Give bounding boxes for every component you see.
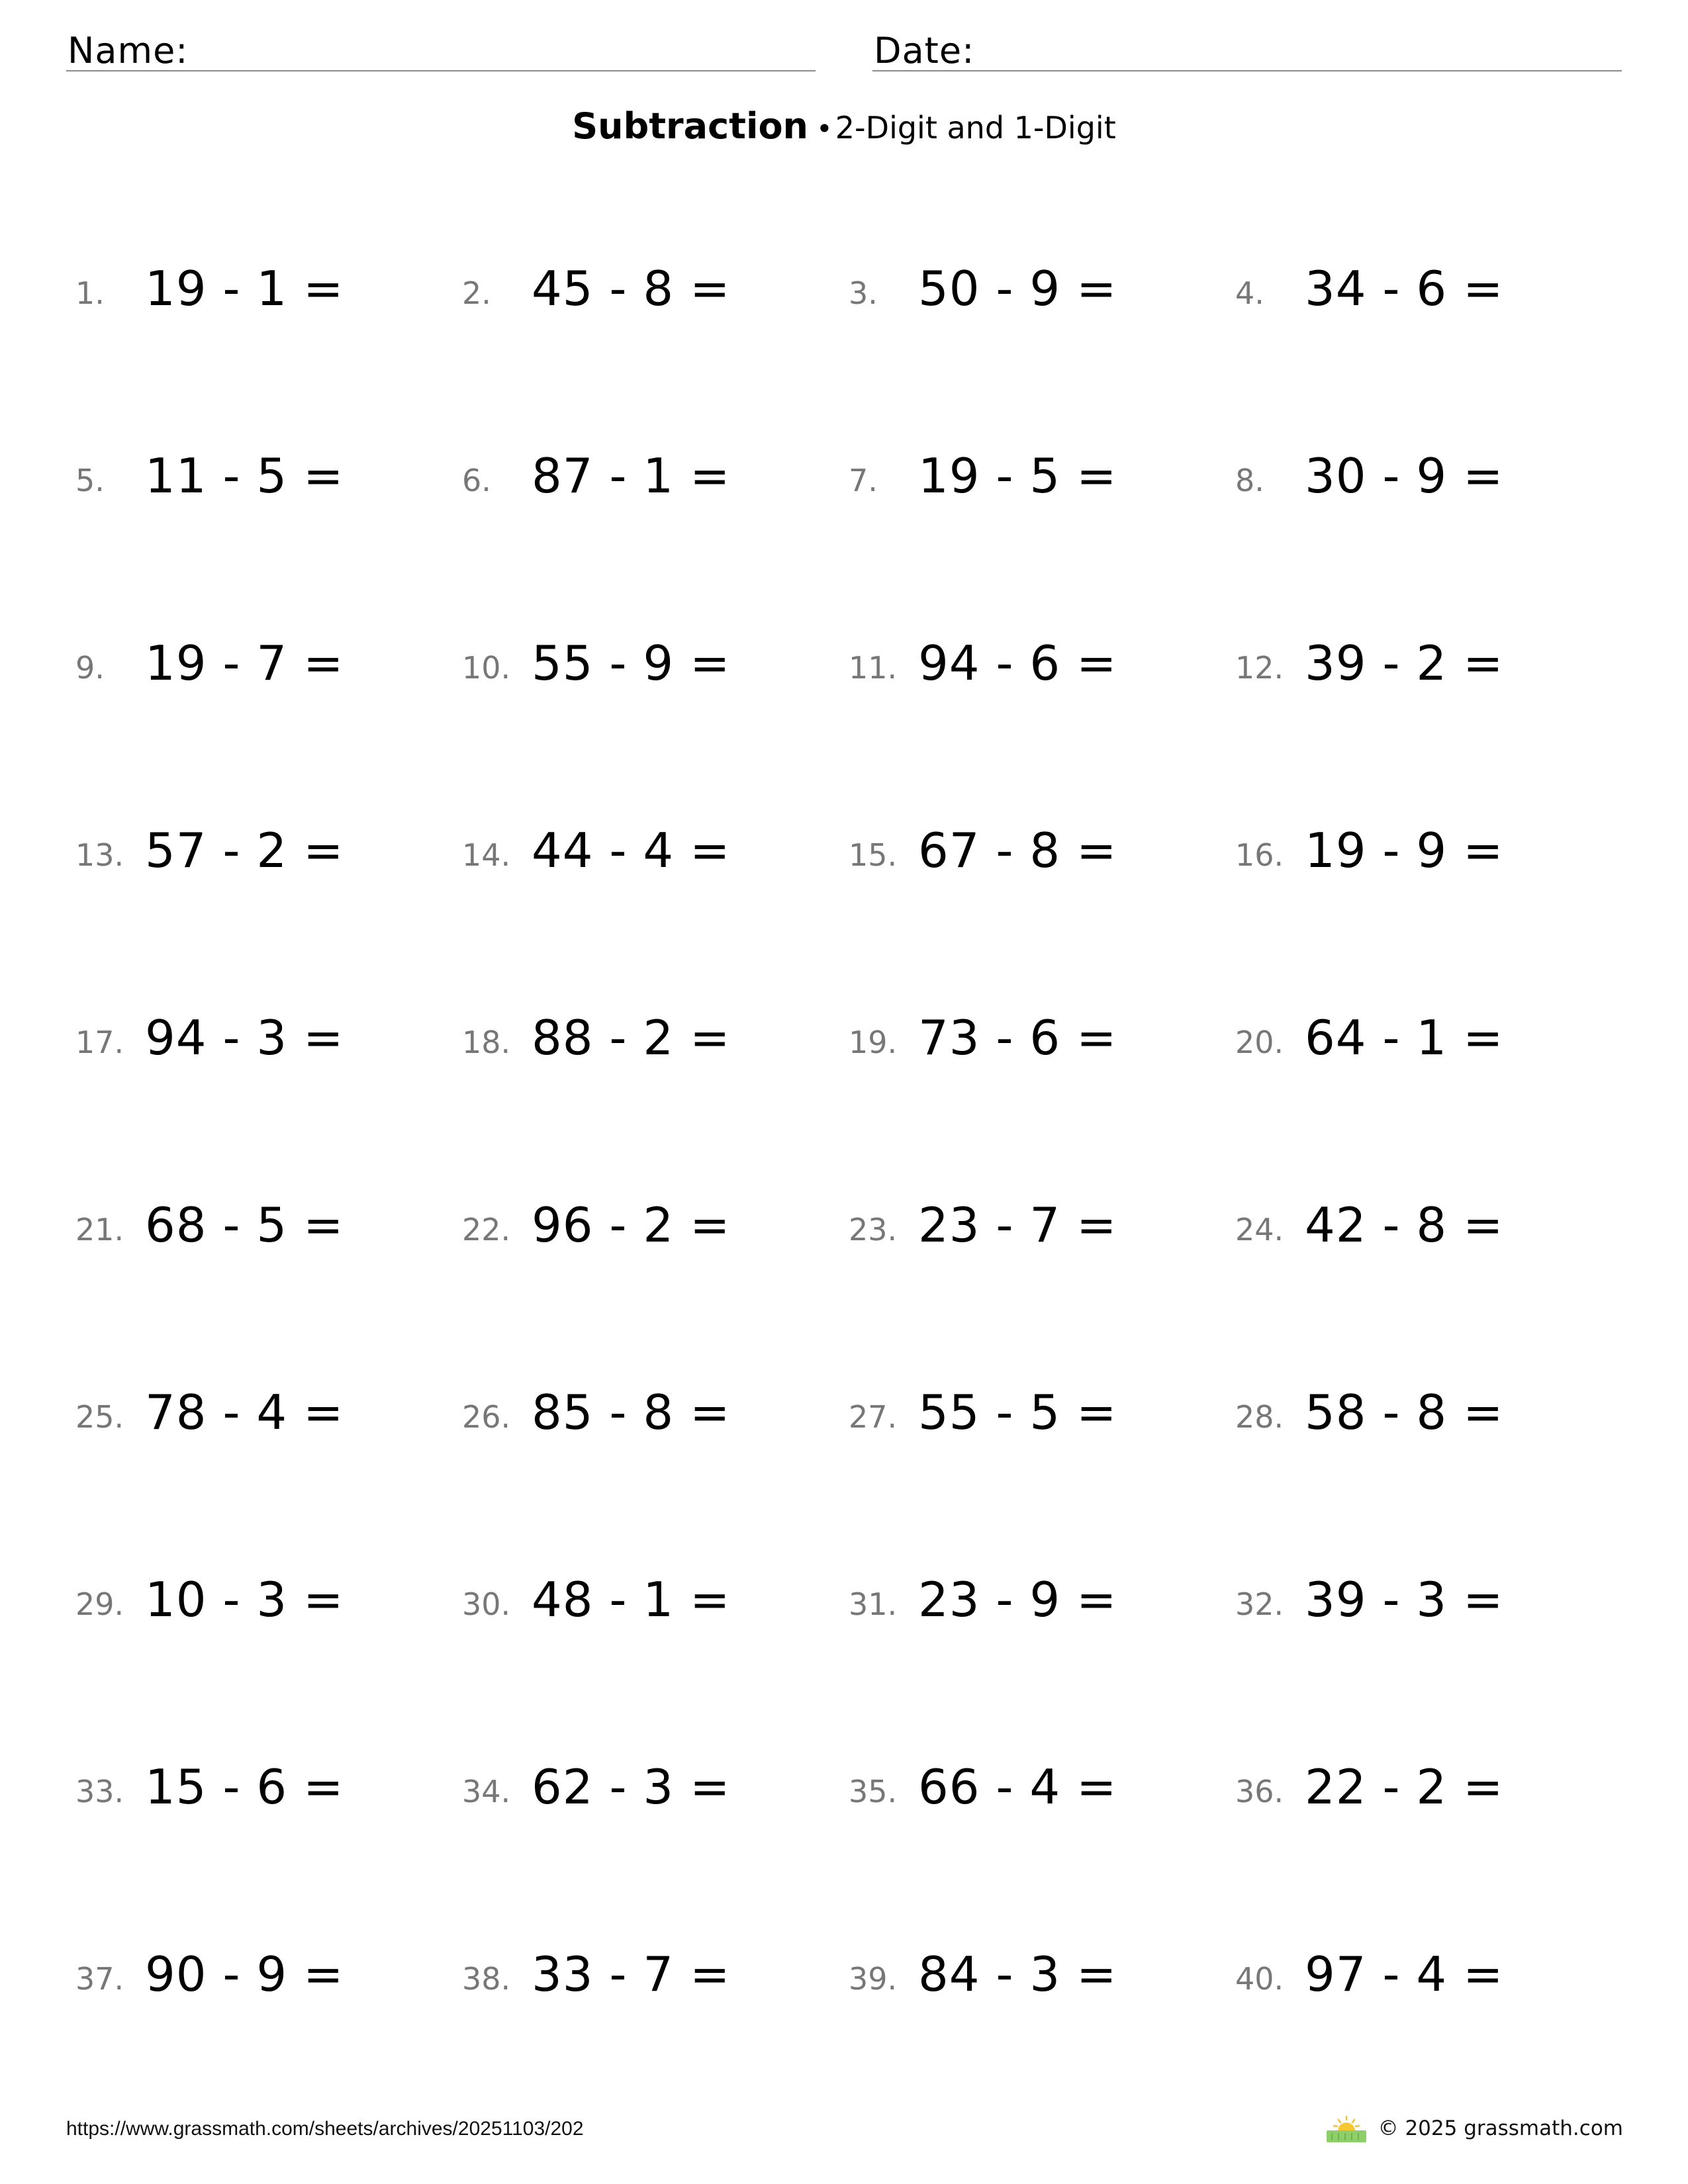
- problem-item: [75, 823, 420, 880]
- problem-expression: 55 - 9 =: [532, 635, 731, 691]
- problem-expression: 19 - 7 =: [145, 635, 344, 691]
- problem-expression: 23 - 7 =: [918, 1197, 1117, 1253]
- problem-number: 7.: [849, 463, 878, 498]
- problem-number: 16.: [1235, 837, 1284, 873]
- problem-item: [849, 448, 1193, 505]
- date-label: Date:: [874, 30, 975, 71]
- problem-expression: 73 - 6 =: [918, 1010, 1117, 1066]
- problem-expression: 67 - 8 =: [918, 823, 1117, 878]
- problem-expression: 84 - 3 =: [918, 1946, 1117, 2002]
- problem-expression: 39 - 3 =: [1305, 1572, 1504, 1627]
- problem-item: [75, 635, 420, 692]
- problem-expression: 42 - 8 =: [1305, 1197, 1504, 1253]
- problem-expression: 66 - 4 =: [918, 1759, 1117, 1815]
- problem-item: [462, 448, 806, 505]
- problem-item: [462, 261, 806, 318]
- problem-number: 9.: [75, 650, 105, 686]
- problem-item: [462, 1197, 806, 1254]
- problem-number: 27.: [849, 1399, 898, 1435]
- problem-expression: 68 - 5 =: [145, 1197, 344, 1253]
- problem-expression: 45 - 8 =: [532, 261, 731, 316]
- problem-expression: 50 - 9 =: [918, 261, 1117, 316]
- problem-item: [462, 1385, 806, 1441]
- problem-number: 29.: [75, 1586, 124, 1622]
- problem-number: 34.: [462, 1774, 511, 1809]
- problem-number: 33.: [75, 1774, 124, 1809]
- problem-number: 35.: [849, 1774, 898, 1809]
- problem-item: [849, 1946, 1193, 2003]
- problem-expression: 85 - 8 =: [532, 1385, 731, 1440]
- problem-expression: 39 - 2 =: [1305, 635, 1504, 691]
- problem-number: 37.: [75, 1961, 124, 1997]
- problem-number: 39.: [849, 1961, 898, 1997]
- problem-item: [1235, 261, 1579, 318]
- problem-item: [1235, 823, 1579, 880]
- problem-item: [75, 1572, 420, 1629]
- problem-item: [462, 635, 806, 692]
- problem-number: 24.: [1235, 1212, 1284, 1248]
- problem-expression: 88 - 2 =: [532, 1010, 731, 1066]
- problem-expression: 62 - 3 =: [532, 1759, 731, 1815]
- problem-expression: 96 - 2 =: [532, 1197, 731, 1253]
- problem-item: [849, 1010, 1193, 1067]
- problem-expression: 30 - 9 =: [1305, 448, 1504, 504]
- problem-number: 28.: [1235, 1399, 1284, 1435]
- copyright: © 2025 grassmath.com: [1378, 2116, 1623, 2140]
- problem-number: 25.: [75, 1399, 124, 1435]
- problem-expression: 10 - 3 =: [145, 1572, 344, 1627]
- problem-item: [1235, 1385, 1579, 1441]
- problem-number: 38.: [462, 1961, 511, 1997]
- problem-item: [462, 1946, 806, 2003]
- footer-url: https://www.grassmath.com/sheets/archives/20251103/202: [66, 2118, 584, 2140]
- problem-expression: 55 - 5 =: [918, 1385, 1117, 1440]
- problem-number: 17.: [75, 1024, 124, 1060]
- problem-item: [462, 1010, 806, 1067]
- problem-expression: 94 - 6 =: [918, 635, 1117, 691]
- footer-brand: [1324, 2114, 1623, 2143]
- problem-item: [1235, 1197, 1579, 1254]
- problem-number: 32.: [1235, 1586, 1284, 1622]
- problem-item: [849, 635, 1193, 692]
- problem-number: 22.: [462, 1212, 511, 1248]
- problem-expression: 22 - 2 =: [1305, 1759, 1504, 1815]
- problem-number: 4.: [1235, 275, 1264, 311]
- problem-item: [75, 1385, 420, 1441]
- sun-over-grass-icon: [1324, 2114, 1369, 2143]
- problem-expression: 33 - 7 =: [532, 1946, 731, 2002]
- problem-expression: 34 - 6 =: [1305, 261, 1504, 316]
- problem-number: 26.: [462, 1399, 511, 1435]
- problem-item: [75, 1946, 420, 2003]
- problem-number: 10.: [462, 650, 511, 686]
- problem-expression: 90 - 9 =: [145, 1946, 344, 2002]
- problem-number: 19.: [849, 1024, 898, 1060]
- problem-item: [462, 1572, 806, 1629]
- problem-item: [75, 1197, 420, 1254]
- problem-item: [849, 1572, 1193, 1629]
- problem-number: 36.: [1235, 1774, 1284, 1809]
- problem-item: [1235, 635, 1579, 692]
- problem-number: 11.: [849, 650, 898, 686]
- problem-expression: 44 - 4 =: [532, 823, 731, 878]
- title-separator: •: [816, 113, 833, 145]
- problem-expression: 97 - 4 =: [1305, 1946, 1504, 2002]
- problem-number: 14.: [462, 837, 511, 873]
- problem-expression: 87 - 1 =: [532, 448, 731, 504]
- problem-number: 8.: [1235, 463, 1264, 498]
- problem-item: [462, 823, 806, 880]
- problem-expression: 48 - 1 =: [532, 1572, 731, 1627]
- problem-expression: 58 - 8 =: [1305, 1385, 1504, 1440]
- problem-number: 21.: [75, 1212, 124, 1248]
- problem-item: [1235, 1572, 1579, 1629]
- problem-number: 40.: [1235, 1961, 1284, 1997]
- problem-item: [1235, 1946, 1579, 2003]
- problem-number: 2.: [462, 275, 491, 311]
- problem-item: [849, 1759, 1193, 1816]
- problem-expression: 94 - 3 =: [145, 1010, 344, 1066]
- problem-expression: 57 - 2 =: [145, 823, 344, 878]
- problem-number: 23.: [849, 1212, 898, 1248]
- problem-item: [75, 261, 420, 318]
- problem-expression: 19 - 9 =: [1305, 823, 1504, 878]
- problem-number: 18.: [462, 1024, 511, 1060]
- problem-item: [1235, 448, 1579, 505]
- problem-expression: 78 - 4 =: [145, 1385, 344, 1440]
- problem-expression: 19 - 1 =: [145, 261, 344, 316]
- problem-number: 5.: [75, 463, 105, 498]
- title-subtitle: 2-Digit and 1-Digit: [835, 110, 1116, 146]
- problem-item: [849, 1197, 1193, 1254]
- problem-item: [849, 1385, 1193, 1441]
- problem-expression: 64 - 1 =: [1305, 1010, 1504, 1066]
- problem-expression: 23 - 9 =: [918, 1572, 1117, 1627]
- problem-item: [75, 1759, 420, 1816]
- problem-number: 13.: [75, 837, 124, 873]
- problem-number: 12.: [1235, 650, 1284, 686]
- problem-item: [462, 1759, 806, 1816]
- problem-item: [849, 823, 1193, 880]
- problem-item: [75, 1010, 420, 1067]
- problem-number: 1.: [75, 275, 105, 311]
- problem-number: 3.: [849, 275, 878, 311]
- problem-number: 6.: [462, 463, 491, 498]
- problem-item: [1235, 1759, 1579, 1816]
- problem-item: [75, 448, 420, 505]
- problem-number: 15.: [849, 837, 898, 873]
- problem-number: 20.: [1235, 1024, 1284, 1060]
- problem-expression: 15 - 6 =: [145, 1759, 344, 1815]
- problem-item: [1235, 1010, 1579, 1067]
- problem-expression: 11 - 5 =: [145, 448, 344, 504]
- title-main: Subtraction: [572, 105, 808, 147]
- name-label: Name:: [68, 30, 189, 71]
- problem-item: [849, 261, 1193, 318]
- problem-number: 30.: [462, 1586, 511, 1622]
- problem-expression: 19 - 5 =: [918, 448, 1117, 504]
- problem-number: 31.: [849, 1586, 898, 1622]
